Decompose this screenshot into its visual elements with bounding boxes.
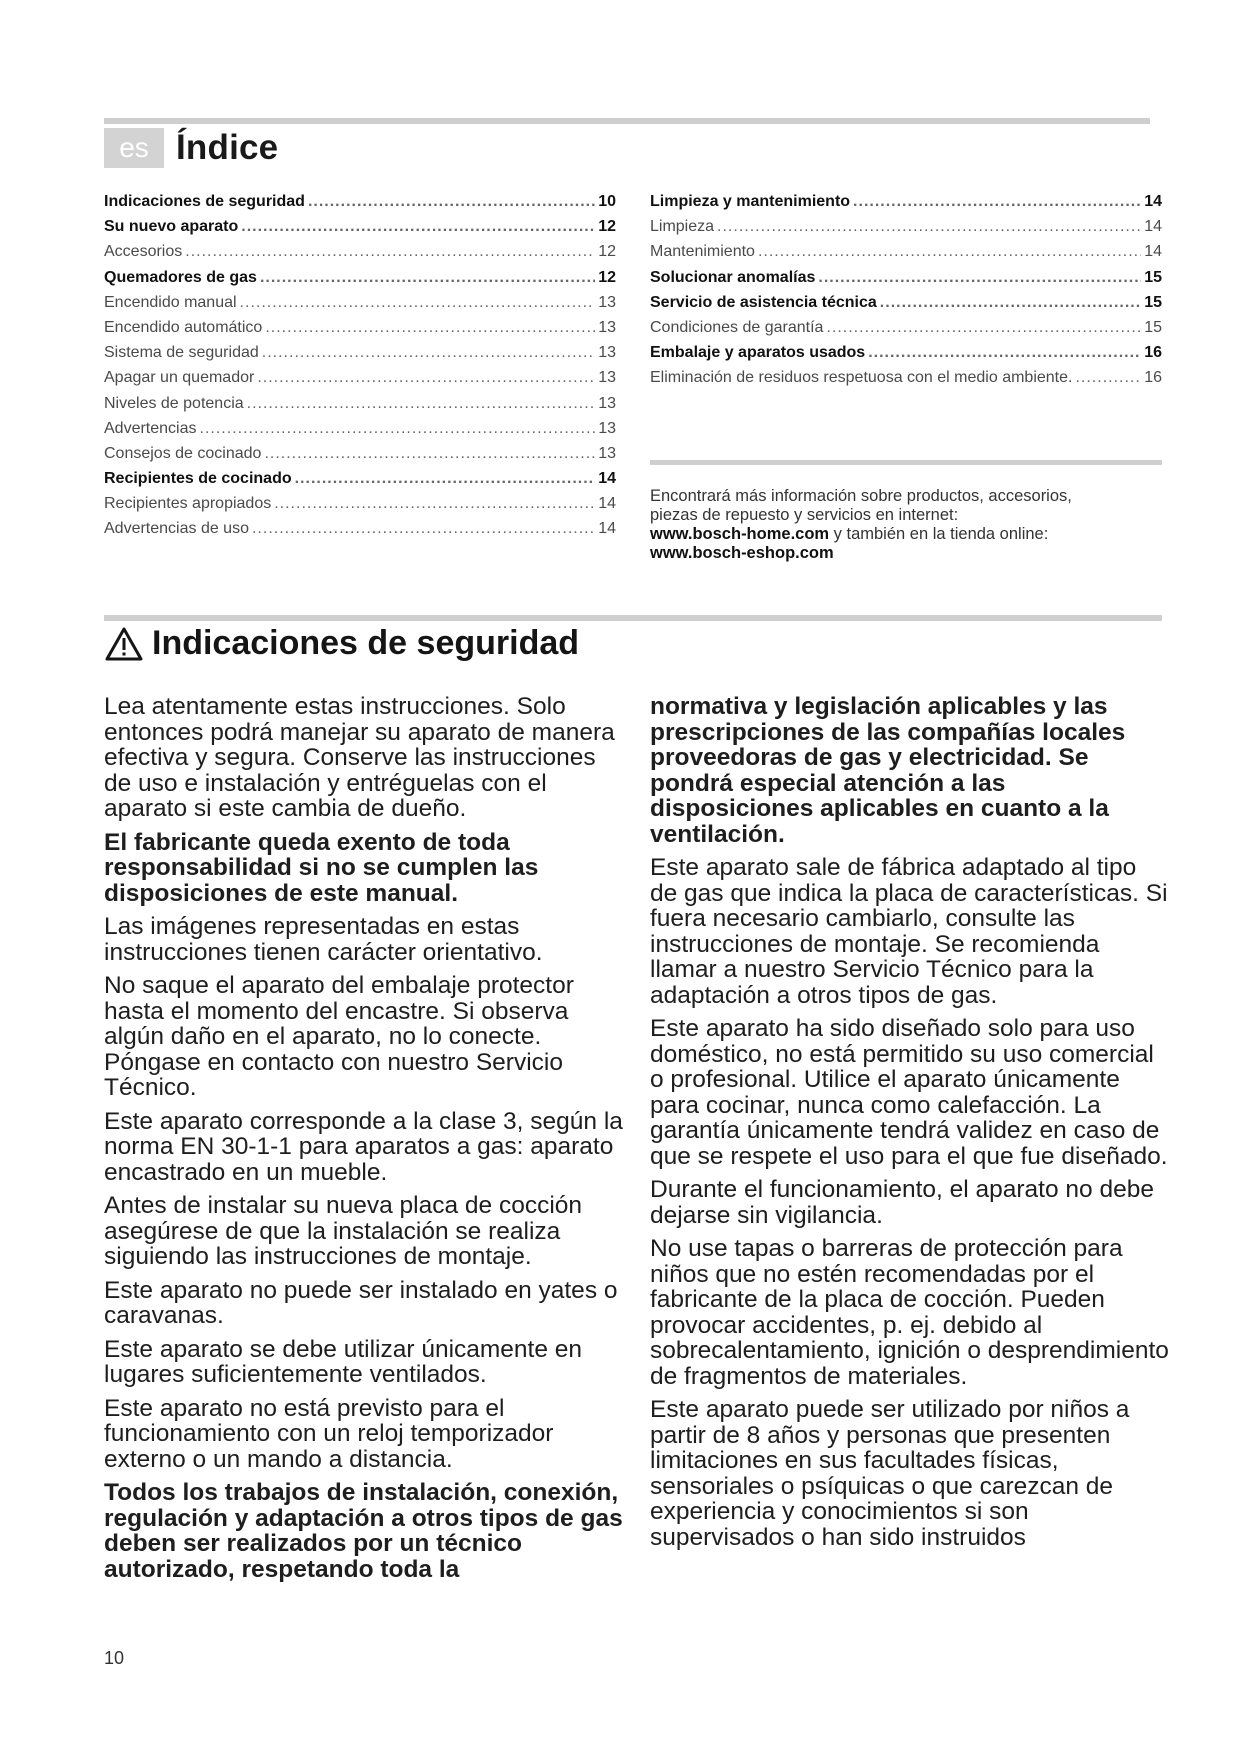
- toc-entry[interactable]: [650, 369, 1162, 394]
- toc-entry[interactable]: [104, 243, 616, 268]
- toc-entry-title: Encendido manual: [104, 293, 237, 311]
- toc-entry-title: Quemadores de gas: [104, 268, 257, 286]
- info-line-4: [650, 544, 1170, 563]
- section-rule: [104, 615, 1162, 621]
- toc-dot-leader: [1075, 369, 1141, 387]
- toc-entry[interactable]: [104, 520, 616, 545]
- toc-left: [104, 193, 616, 546]
- info-line-1: Encontrará más información sobre productos, accesorios,: [650, 487, 1072, 505]
- safety-paragraph: No use tapas o barreras de protección para niños que no estén recomendadas por el fabricante de la placa de cocción. Pueden provocar accidentes, p. ej. debido al sobrecalentamiento, ignición o desprendimiento de fragmentos de materiales.: [650, 1235, 1169, 1390]
- toc-entry[interactable]: [104, 470, 616, 495]
- bosch-home-link[interactable]: www.bosch-home.com: [650, 525, 830, 543]
- toc-entry[interactable]: [104, 420, 616, 445]
- toc-dot-leader: [200, 420, 596, 438]
- toc-entry-page: 15: [1144, 318, 1162, 336]
- safety-paragraph: Durante el funcionamiento, el aparato no debe dejarse sin vigilancia.: [650, 1176, 1154, 1229]
- toc-entry[interactable]: [104, 294, 616, 319]
- toc-entry[interactable]: [104, 218, 616, 243]
- toc-entry-title: Mantenimiento: [650, 243, 755, 261]
- toc-entry-title: Accesorios: [104, 243, 183, 261]
- toc-right: [650, 193, 1162, 395]
- safety-paragraph: El fabricante queda exento de toda responsabilidad si no se cumplen las disposiciones de este manual.: [104, 828, 539, 907]
- toc-entry-page: 13: [598, 444, 616, 462]
- toc-entry[interactable]: [650, 193, 1162, 218]
- toc-entry-title: Niveles de potencia: [104, 394, 244, 412]
- safety-column-left: [104, 694, 624, 1590]
- safety-heading: [104, 624, 579, 663]
- top-rule: [104, 118, 1150, 124]
- toc-entry-title: Limpieza y mantenimiento: [650, 193, 851, 210]
- toc-entry[interactable]: [104, 344, 616, 369]
- toc-entry-title: Advertencias de uso: [104, 520, 249, 538]
- toc-dot-leader: [880, 294, 1141, 312]
- toc-entry-title: Eliminación de residuos respetuosa con el medio ambiente.: [650, 369, 1073, 387]
- toc-entry[interactable]: [650, 218, 1162, 243]
- toc-dot-leader: [264, 445, 595, 463]
- safety-paragraph: No saque el aparato del embalaje protector hasta el momento del encastre. Si observa algún daño en el aparato, no lo conecte. Póngase en contacto con nuestro Servicio Técnico.: [104, 972, 574, 1101]
- toc-dot-leader: [260, 269, 595, 287]
- safety-heading-text: Indicaciones de seguridad: [152, 624, 580, 662]
- safety-paragraph: Este aparato no está previsto para el funcionamiento con un reloj temporizador externo o un mando a distancia.: [104, 1394, 554, 1473]
- toc-dot-leader: [241, 218, 595, 236]
- toc-entry-page: 12: [598, 268, 616, 286]
- toc-dot-leader: [240, 294, 596, 312]
- toc-dot-leader: [853, 193, 1141, 211]
- info-box: [650, 487, 1170, 563]
- toc-entry-title: Encendido automático: [104, 318, 263, 336]
- page-title: Índice: [176, 128, 279, 167]
- toc-entry[interactable]: [650, 269, 1162, 294]
- toc-entry-page: 14: [1144, 218, 1162, 236]
- toc-entry[interactable]: [104, 369, 616, 394]
- toc-entry-title: Recipientes apropiados: [104, 495, 272, 513]
- toc-dot-leader: [274, 495, 595, 513]
- safety-paragraph: Las imágenes representadas en estas instrucciones tienen carácter orientativo.: [104, 913, 543, 966]
- toc-entry[interactable]: [650, 294, 1162, 319]
- toc-entry[interactable]: [104, 495, 616, 520]
- safety-paragraph: Este aparato no puede ser instalado en yates o caravanas.: [104, 1276, 618, 1329]
- toc-entry-title: Consejos de cocinado: [104, 444, 262, 462]
- toc-dot-leader: [262, 344, 595, 362]
- language-badge: es: [104, 128, 164, 168]
- toc-entry-title: Recipientes de cocinado: [104, 470, 292, 488]
- safety-paragraph: Este aparato se debe utilizar únicamente en lugares suficientemente ventilados.: [104, 1335, 583, 1388]
- toc-entry-page: 14: [1144, 193, 1162, 210]
- toc-dot-leader: [868, 344, 1141, 362]
- safety-paragraph: normativa y legislación aplicables y las prescripciones de las compañías locales proveedoras de gas y electricidad. Se pondrá especial atención a las disposiciones aplicables en cuanto a la ventilación.: [650, 693, 1126, 848]
- toc-entry-page: 15: [1144, 268, 1162, 286]
- toc-dot-leader: [308, 193, 595, 211]
- toc-entry-title: Limpieza: [650, 218, 715, 236]
- toc-entry[interactable]: [104, 445, 616, 470]
- toc-dot-leader: [257, 369, 595, 387]
- toc-dot-leader: [717, 218, 1141, 236]
- toc-entry-page: 13: [598, 369, 616, 387]
- toc-entry-page: 10: [598, 193, 616, 210]
- toc-entry-page: 12: [598, 218, 616, 236]
- toc-entry-page: 14: [598, 470, 616, 488]
- bosch-eshop-link[interactable]: www.bosch-eshop.com: [650, 544, 834, 562]
- toc-entry[interactable]: [650, 319, 1162, 344]
- toc-entry-page: 16: [1144, 369, 1162, 387]
- toc-dot-leader: [818, 269, 1141, 287]
- info-line-3: [650, 525, 1170, 544]
- toc-dot-leader: [185, 243, 595, 261]
- info-rule: [650, 460, 1162, 465]
- info-line-2: piezas de repuesto y servicios en internet:: [650, 506, 959, 524]
- toc-entry-page: 13: [598, 419, 616, 437]
- toc-dot-leader: [247, 395, 596, 413]
- toc-dot-leader: [758, 243, 1141, 261]
- toc-entry[interactable]: [104, 319, 616, 344]
- toc-entry[interactable]: [104, 193, 616, 218]
- toc-entry-page: 16: [1144, 344, 1162, 362]
- toc-entry-title: Solucionar anomalías: [650, 268, 816, 286]
- toc-dot-leader: [265, 319, 595, 337]
- toc-entry[interactable]: [650, 344, 1162, 369]
- toc-entry-title: Servicio de asistencia técnica: [650, 293, 877, 311]
- toc-entry-title: Embalaje y aparatos usados: [650, 344, 866, 362]
- safety-paragraph: Este aparato sale de fábrica adaptado al tipo de gas que indica la placa de características. Si fuera necesario cambiarlo, consulte las instrucciones de montaje. Se recomienda llamar a nuestro Servicio Técnico para la adaptación a otros tipos de gas.: [650, 854, 1168, 1009]
- page-number: 10: [104, 1648, 125, 1668]
- toc-entry[interactable]: [104, 395, 616, 420]
- toc-entry-page: 14: [598, 495, 616, 513]
- toc-entry-page: 14: [1144, 243, 1162, 261]
- toc-entry-title: Su nuevo aparato: [104, 218, 239, 236]
- safety-column-right: [650, 694, 1170, 1558]
- toc-entry-page: 14: [598, 520, 616, 538]
- safety-paragraph: Todos los trabajos de instalación, conexión, regulación y adaptación a otros tipos de gas deben ser realizados por un técnico autorizado, respetando toda la: [104, 1479, 623, 1583]
- toc-entry-page: 13: [598, 293, 616, 311]
- toc-entry-page: 12: [598, 243, 616, 261]
- toc-entry-title: Condiciones de garantía: [650, 318, 824, 336]
- toc-dot-leader: [252, 520, 595, 538]
- toc-entry-title: Sistema de seguridad: [104, 344, 259, 362]
- toc-dot-leader: [295, 470, 596, 488]
- toc-entry-page: 13: [598, 344, 616, 362]
- toc-entry-title: Apagar un quemador: [104, 369, 255, 387]
- toc-entry-page: 13: [598, 318, 616, 336]
- info-line-3-text: y también en la tienda online:: [829, 525, 1049, 543]
- toc-entry-title: Advertencias: [104, 419, 197, 437]
- toc-entry-page: 15: [1144, 293, 1162, 311]
- toc-entry-title: Indicaciones de seguridad: [104, 193, 305, 210]
- toc-entry-page: 13: [598, 394, 616, 412]
- toc-dot-leader: [826, 319, 1141, 337]
- safety-paragraph: Este aparato ha sido diseñado solo para uso doméstico, no está permitido su uso comercial o profesional. Utilice el aparato únicamente para cocinar, nunca como calefacción. La garantía únicamente tendrá validez en caso de que se respete el uso para el que fue diseñado.: [650, 1015, 1168, 1170]
- safety-paragraph: Este aparato corresponde a la clase 3, según la norma EN 30-1-1 para aparatos a gas: aparato encastrado en un mueble.: [104, 1107, 623, 1186]
- safety-paragraph: Antes de instalar su nueva placa de cocción asegúrese de que la instalación se realiza siguiendo las instrucciones de montaje.: [104, 1192, 583, 1270]
- safety-paragraph: Este aparato puede ser utilizado por niños a partir de 8 años y personas que presenten limitaciones en sus facultades físicas, sensoriales o psíquicas o que carezcan de experiencia y conocimientos si son supervisados o han sido instruidos: [650, 1396, 1130, 1551]
- index-header: [104, 128, 278, 168]
- safety-paragraph: Lea atentamente estas instrucciones. Solo entonces podrá manejar su aparato de manera efectiva y segura. Conserve las instrucciones de uso e instalación y entréguelas con el aparato si este cambia de dueño.: [104, 693, 615, 822]
- toc-entry[interactable]: [104, 269, 616, 294]
- warning-icon: [104, 626, 144, 662]
- toc-entry[interactable]: [650, 243, 1162, 268]
